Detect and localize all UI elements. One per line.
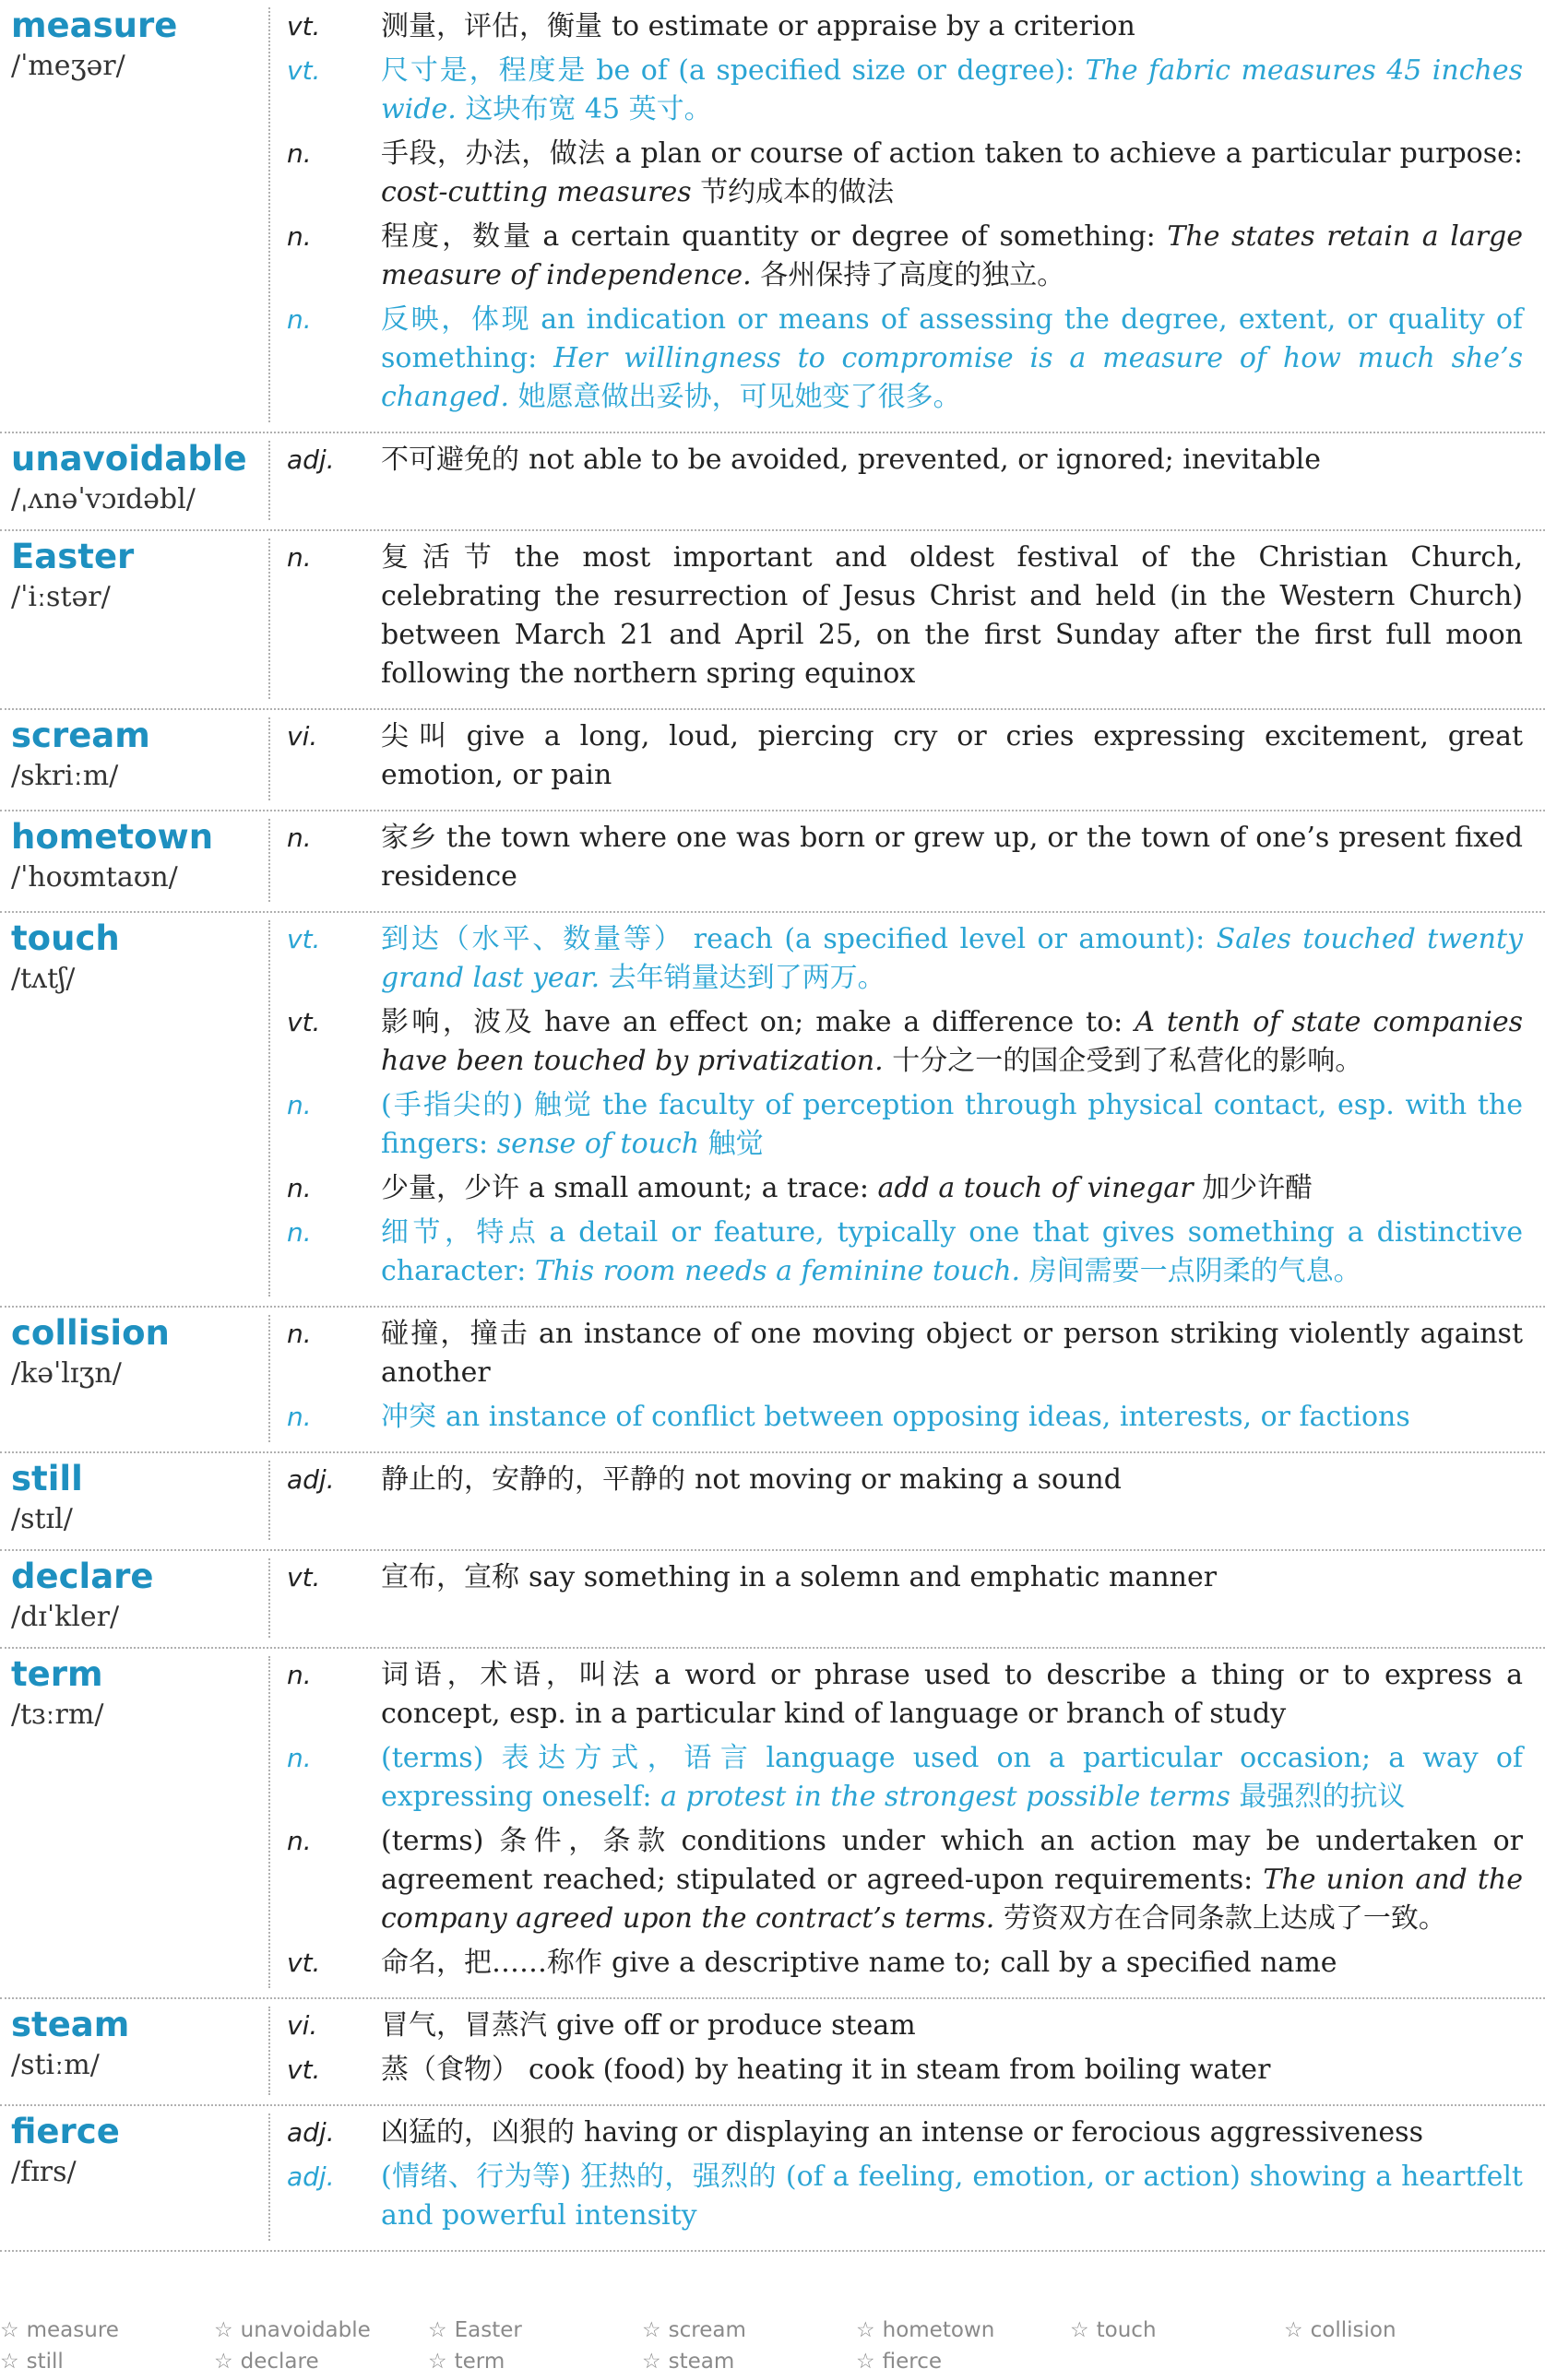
vocab-entry <box>0 433 1545 531</box>
part-of-speech: n. <box>287 1090 312 1120</box>
headword-column <box>0 1461 270 1540</box>
part-of-speech: vt. <box>287 924 321 954</box>
headword-column <box>0 920 270 1297</box>
definition <box>381 920 1523 998</box>
definition-english: conditions under which an action may be undertaken or agreement reached; stipulated or agreed-upon requirements: <box>381 1825 1524 1896</box>
part-of-speech: adj. <box>287 1464 335 1495</box>
sense <box>287 1169 1523 1208</box>
part-of-speech: adj. <box>287 2117 335 2148</box>
sense <box>287 1003 1523 1081</box>
definition-chinese: (terms) 表达方式，语言 <box>381 1742 757 1774</box>
checklist-item <box>1284 2318 1498 2342</box>
definition <box>381 1656 1523 1734</box>
definition-english: an instance of conflict between opposing ideas, interests, or factions <box>446 1401 1410 1433</box>
definition-chinese: 复活节 <box>381 541 505 574</box>
vocab-entry <box>0 0 1545 433</box>
example-sentence: add a touch of vinegar <box>877 1172 1194 1204</box>
part-of-speech: vt. <box>287 1007 321 1037</box>
definition-english: the most important and oldest festival of the Christian Church, celebrating the resurrection of Jesus Christ and held (in the Western Church) between March 21 and April 25, on the first Sunday after the first full moon following the northern spring equinox <box>381 541 1523 690</box>
part-of-speech: vi. <box>287 2010 318 2041</box>
definition-chinese: 测量，评估，衡量 <box>381 10 602 42</box>
definition-chinese: (terms) 条件，条款 <box>381 1825 672 1857</box>
vocab-entry <box>0 1649 1545 1999</box>
checklist-word: measure <box>26 2318 119 2342</box>
star-icon: ☆ <box>428 2350 447 2374</box>
definition <box>381 1944 1523 1983</box>
definition-chinese: 宣布，宣称 <box>381 1561 519 1593</box>
headword: still <box>11 1459 83 1498</box>
sense <box>287 52 1523 129</box>
part-of-speech: vt. <box>287 1948 321 1978</box>
vocab-entry <box>0 913 1545 1308</box>
vocab-entry <box>0 1453 1545 1551</box>
definition-chinese: 静止的，安静的，平静的 <box>381 1463 685 1496</box>
definition <box>381 7 1523 46</box>
part-of-speech: vt. <box>287 2054 321 2085</box>
sense <box>287 539 1523 693</box>
definition-english: reach (a specified level or amount): <box>693 923 1206 955</box>
checklist-word: Easter <box>454 2318 522 2342</box>
sense <box>287 920 1523 998</box>
example-translation: 最强烈的抗议 <box>1239 1781 1406 1813</box>
part-of-speech: n. <box>287 1743 312 1773</box>
definition <box>381 2114 1523 2152</box>
definition-chinese: 反映，体现 <box>381 303 532 336</box>
definitions-column <box>270 1461 1545 1540</box>
definition-english: language used on a particular occasion; a way of expressing oneself: <box>381 1742 1523 1813</box>
part-of-speech: vt. <box>287 1562 321 1593</box>
definitions-column <box>270 920 1545 1297</box>
example-sentence: Her willingness to compromise is a measure of how much she’s changed. <box>381 342 1523 413</box>
phonetic: /tɜːrm/ <box>11 1699 104 1731</box>
definition-english: an indication or means of assessing the degree, extent, or quality of something: <box>381 303 1523 374</box>
sense <box>287 1461 1523 1499</box>
definition-chinese: 词语，术语，叫法 <box>381 1659 646 1691</box>
example-translation: 去年销量达到了两万。 <box>608 962 885 994</box>
checklist-item <box>642 2318 856 2342</box>
definition-english: an instance of one moving object or person striking violently against another <box>381 1318 1523 1389</box>
sense <box>287 7 1523 46</box>
part-of-speech: n. <box>287 1319 312 1349</box>
definition-english: a detail or feature, typically one that gives something a distinctive character: <box>381 1216 1523 1287</box>
sense <box>287 1656 1523 1734</box>
phonetic: /skriːm/ <box>11 760 119 792</box>
headword-column <box>0 819 270 902</box>
definition <box>381 441 1523 480</box>
example-translation: 加少许醋 <box>1202 1172 1313 1204</box>
vocab-entry <box>0 2106 1545 2252</box>
checklist-word: unavoidable <box>240 2318 371 2342</box>
star-icon: ☆ <box>428 2318 447 2342</box>
sense <box>287 2114 1523 2152</box>
sense <box>287 819 1523 896</box>
checklist-item <box>428 2350 642 2374</box>
sense <box>287 717 1523 795</box>
definition-chinese: 程度，数量 <box>381 220 534 253</box>
headword-column <box>0 2114 270 2241</box>
headword: unavoidable <box>11 439 247 479</box>
headword-column <box>0 2007 270 2095</box>
definition <box>381 135 1523 212</box>
sense <box>287 2051 1523 2090</box>
definition <box>381 717 1523 795</box>
definitions-column <box>270 1315 1545 1442</box>
part-of-speech: n. <box>287 542 312 573</box>
example-sentence: a protest in the strongest possible terms <box>660 1781 1230 1813</box>
definition-english: a small amount; a trace: <box>529 1172 869 1204</box>
definition-chinese: (情绪、行为等) 狂热的，强烈的 <box>381 2161 777 2193</box>
definition-english: give off or produce steam <box>556 2009 916 2042</box>
checklist-word: term <box>454 2350 505 2374</box>
definition-english: be of (a specified size or degree): <box>596 54 1076 87</box>
definition-english: (of a feeling, emotion, or action) showing a heartfelt and powerful intensity <box>381 2161 1523 2232</box>
headword-column <box>0 1558 270 1638</box>
phonetic: /stiːm/ <box>11 2049 100 2081</box>
checklist-item <box>856 2350 1070 2374</box>
headword: term <box>11 1654 103 1694</box>
definitions-column <box>270 539 1545 699</box>
part-of-speech: n. <box>287 138 312 169</box>
definition-chinese: 冒气，冒蒸汽 <box>381 2009 547 2042</box>
definition <box>381 1315 1523 1392</box>
definition-chinese: 尺寸是，程度是 <box>381 54 588 87</box>
star-icon: ☆ <box>0 2318 19 2342</box>
part-of-speech: adj. <box>287 444 335 475</box>
definition <box>381 1461 1523 1499</box>
definition-english: the town where one was born or grew up, or the town of one’s present fixed residence <box>381 822 1524 893</box>
sense <box>287 135 1523 212</box>
definition-chinese: 不可避免的 <box>381 444 519 476</box>
headword: fierce <box>11 2112 120 2151</box>
definition-english: a certain quantity or degree of something: <box>542 220 1156 253</box>
checklist-item <box>1070 2318 1284 2342</box>
definition <box>381 1003 1523 1081</box>
phonetic: /ˈmeʒər/ <box>11 50 125 82</box>
part-of-speech: n. <box>287 221 312 252</box>
definitions-column <box>270 441 1545 520</box>
vocab-entry <box>0 811 1545 913</box>
checklist-item <box>214 2318 428 2342</box>
sense <box>287 1086 1523 1164</box>
definition-chinese: 尖叫 <box>381 720 458 752</box>
star-icon: ☆ <box>214 2318 233 2342</box>
part-of-speech: vt. <box>287 55 321 86</box>
checklist-word: collision <box>1310 2318 1396 2342</box>
phonetic: /tʌtʃ/ <box>11 963 76 995</box>
definition-chinese: 手段，办法，做法 <box>381 137 606 170</box>
part-of-speech: n. <box>287 304 312 335</box>
sense <box>287 1214 1523 1291</box>
definition <box>381 1214 1523 1291</box>
example-translation: 房间需要一点阴柔的气息。 <box>1028 1255 1361 1287</box>
sense <box>287 1558 1523 1597</box>
example-translation: 各州保持了高度的独立。 <box>760 259 1065 291</box>
example-translation: 这块布宽 45 英寸。 <box>465 93 712 125</box>
definition-chinese: 碰撞，撞击 <box>381 1318 529 1350</box>
headword: touch <box>11 918 120 958</box>
definitions-column <box>270 1558 1545 1638</box>
definition <box>381 218 1523 295</box>
example-translation: 节约成本的做法 <box>700 176 895 208</box>
part-of-speech: n. <box>287 1173 312 1203</box>
definition <box>381 1558 1523 1597</box>
sense <box>287 1315 1523 1392</box>
checklist-item <box>0 2318 214 2342</box>
example-translation: 十分之一的国企受到了私营化的影响。 <box>892 1045 1363 1077</box>
definition-english: cook (food) by heating it in steam from boiling water <box>529 2054 1271 2086</box>
star-icon: ☆ <box>214 2350 233 2374</box>
checklist-item <box>214 2350 428 2374</box>
phonetic: /ˈiːstər/ <box>11 581 111 613</box>
definitions-column <box>270 819 1545 902</box>
definition <box>381 539 1523 693</box>
checklist-word: fierce <box>882 2350 943 2374</box>
star-icon: ☆ <box>856 2318 875 2342</box>
part-of-speech: n. <box>287 1826 312 1856</box>
headword-column <box>0 717 270 800</box>
sense <box>287 2158 1523 2235</box>
part-of-speech: n. <box>287 1660 312 1690</box>
word-checklist <box>0 2315 1545 2377</box>
definition-english: give a descriptive name to; call by a specified name <box>612 1947 1337 1979</box>
definition <box>381 2051 1523 2090</box>
sense <box>287 441 1523 480</box>
part-of-speech: n. <box>287 823 312 853</box>
headword-column <box>0 539 270 699</box>
definitions-column <box>270 7 1545 422</box>
definition-english: say something in a solemn and emphatic manner <box>529 1561 1218 1593</box>
checklist-word: touch <box>1096 2318 1157 2342</box>
definition-english: having or displaying an intense or ferocious aggressiveness <box>584 2116 1423 2149</box>
headword: declare <box>11 1557 154 1596</box>
definition-chinese: 到达（水平、数量等） <box>381 923 684 955</box>
headword-column <box>0 1315 270 1442</box>
definition <box>381 2007 1523 2045</box>
example-translation: 触觉 <box>707 1128 764 1160</box>
checklist-row <box>0 2315 1545 2346</box>
example-sentence: sense of touch <box>496 1128 700 1160</box>
phonetic: /ˌʌnəˈvɔɪdəbl/ <box>11 483 196 515</box>
example-sentence: cost-cutting measures <box>381 176 692 208</box>
checklist-item <box>428 2318 642 2342</box>
definition-chinese: 蒸（食物） <box>381 2054 519 2086</box>
star-icon: ☆ <box>642 2350 661 2374</box>
definitions-column <box>270 2114 1545 2241</box>
example-sentence: A tenth of state companies have been touched by privatization. <box>381 1006 1523 1077</box>
definition-chinese: 影响，波及 <box>381 1006 536 1038</box>
example-translation: 劳资双方在合同条款上达成了一致。 <box>1003 1902 1446 1935</box>
checklist-item <box>642 2350 856 2374</box>
definition-chinese: 冲突 <box>381 1401 436 1433</box>
headword-column <box>0 7 270 422</box>
definitions-column <box>270 717 1545 800</box>
part-of-speech: vi. <box>287 721 318 752</box>
definition-chinese: 细节，特点 <box>381 1216 541 1249</box>
example-sentence: Sales touched twenty grand last year. <box>381 923 1524 994</box>
definition <box>381 301 1523 417</box>
star-icon: ☆ <box>0 2350 19 2374</box>
definition <box>381 1086 1523 1164</box>
checklist-word: declare <box>240 2350 319 2374</box>
vocab-entry <box>0 531 1545 710</box>
sense <box>287 2007 1523 2045</box>
definition <box>381 819 1523 896</box>
phonetic: /kəˈlɪʒn/ <box>11 1357 122 1390</box>
headword: scream <box>11 716 150 755</box>
checklist-word: still <box>26 2350 64 2374</box>
example-sentence: The states retain a large measure of independence. <box>381 220 1524 291</box>
sense <box>287 301 1523 417</box>
star-icon: ☆ <box>642 2318 661 2342</box>
vocab-entry <box>0 1551 1545 1649</box>
headword: collision <box>11 1313 170 1353</box>
checklist-word: steam <box>668 2350 735 2374</box>
example-sentence: This room needs a feminine touch. <box>534 1255 1021 1287</box>
definition <box>381 1169 1523 1208</box>
definition-english: a plan or course of action taken to achieve a particular purpose: <box>614 137 1523 170</box>
definition-english: give a long, loud, piercing cry or cries expressing excitement, great emotion, or pain <box>381 720 1524 791</box>
vocab-entry <box>0 710 1545 811</box>
checklist-item <box>856 2318 1070 2342</box>
definition-chinese: (手指尖的) 触觉 <box>381 1089 594 1121</box>
vocab-entry <box>0 1999 1545 2106</box>
headword-column <box>0 441 270 520</box>
star-icon: ☆ <box>1284 2318 1303 2342</box>
phonetic: /ˈhoʊmtaʊn/ <box>11 861 178 894</box>
sense <box>287 218 1523 295</box>
headword-column <box>0 1656 270 1988</box>
definition-chinese: 家乡 <box>381 822 437 854</box>
definition <box>381 1822 1523 1938</box>
sense <box>287 1398 1523 1437</box>
sense <box>287 1944 1523 1983</box>
star-icon: ☆ <box>856 2350 875 2374</box>
definition-english: a word or phrase used to describe a thing or to express a concept, esp. in a particular kind of language or branch of study <box>381 1659 1523 1730</box>
phonetic: /dɪˈkler/ <box>11 1601 120 1633</box>
sense <box>287 1822 1523 1938</box>
sense <box>287 1739 1523 1817</box>
example-sentence: The fabric measures 45 inches wide. <box>381 54 1523 125</box>
definition-english: not able to be avoided, prevented, or ignored; inevitable <box>529 444 1321 476</box>
definition-english: have an effect on; make a difference to: <box>544 1006 1123 1038</box>
checklist-item <box>0 2350 214 2374</box>
definition-chinese: 少量，少许 <box>381 1172 519 1204</box>
definition-chinese: 凶猛的，凶狠的 <box>381 2116 575 2149</box>
definition <box>381 2158 1523 2235</box>
vocab-entry <box>0 1308 1545 1453</box>
part-of-speech: vt. <box>287 11 321 41</box>
star-icon: ☆ <box>1070 2318 1089 2342</box>
definition-english: the faculty of perception through physical contact, esp. with the fingers: <box>381 1089 1523 1160</box>
headword: hometown <box>11 817 214 857</box>
definition-english: to estimate or appraise by a criterion <box>612 10 1135 42</box>
checklist-word: scream <box>668 2318 746 2342</box>
phonetic: /stɪl/ <box>11 1503 73 1535</box>
example-translation: 她愿意做出妥协，可见她变了很多。 <box>517 381 961 413</box>
definition <box>381 1739 1523 1817</box>
phonetic: /fɪrs/ <box>11 2156 77 2188</box>
part-of-speech: n. <box>287 1217 312 1248</box>
part-of-speech: n. <box>287 1402 312 1432</box>
example-sentence: The union and the company agreed upon the contract’s terms. <box>381 1864 1524 1935</box>
definition-english: not moving or making a sound <box>695 1463 1122 1496</box>
checklist-word: hometown <box>882 2318 995 2342</box>
definitions-column <box>270 1656 1545 1988</box>
checklist-row <box>0 2346 1545 2377</box>
headword: steam <box>11 2005 130 2044</box>
headword: measure <box>11 6 178 45</box>
definitions-column <box>270 2007 1545 2095</box>
headword: Easter <box>11 537 135 576</box>
part-of-speech: adj. <box>287 2161 335 2192</box>
definition <box>381 1398 1523 1437</box>
definition-chinese: 命名，把……称作 <box>381 1947 602 1979</box>
definition <box>381 52 1523 129</box>
